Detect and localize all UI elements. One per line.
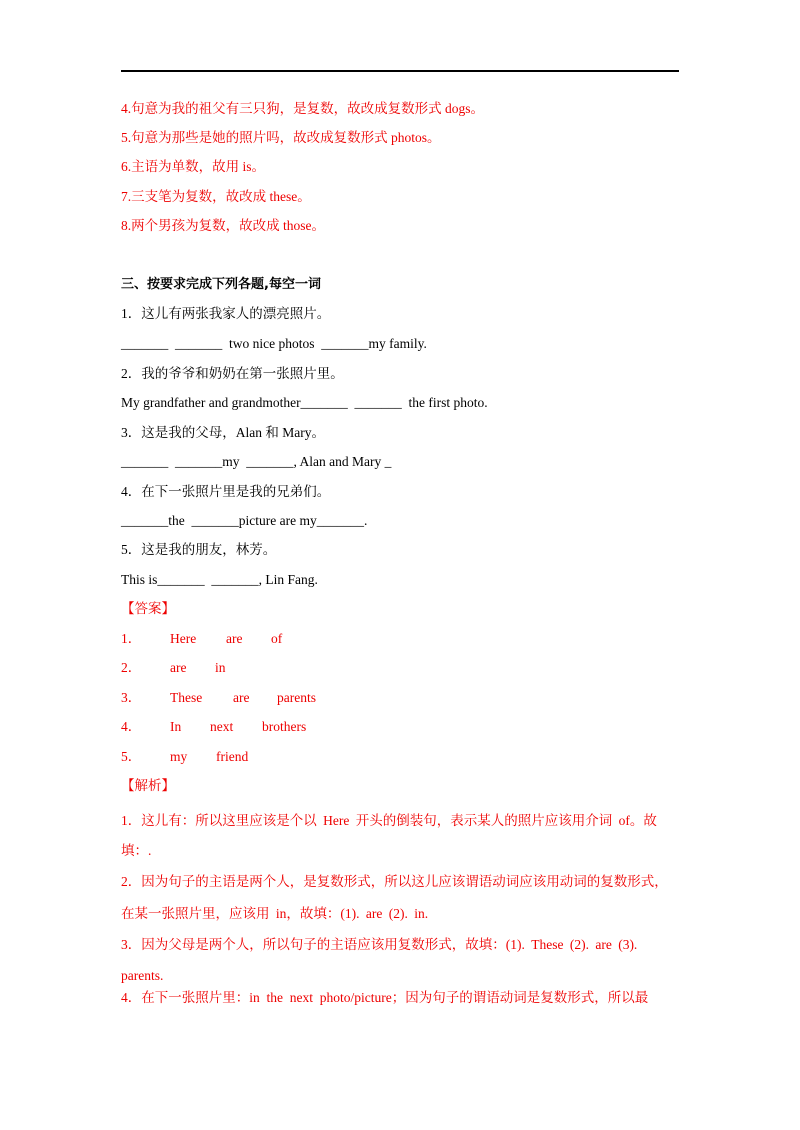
question-prompt: 5．这是我的朋友，林芳。 (121, 542, 277, 557)
answer-number: 5． (121, 749, 142, 764)
answer-word: next (210, 719, 234, 734)
question-prompt: 1．这儿有两张我家人的漂亮照片。 (121, 306, 331, 321)
question-prompt: 3．这是我的父母，Alan 和 Mary。 (121, 425, 325, 440)
answer-word: are (170, 660, 187, 675)
header-rule (121, 70, 679, 72)
answer-number: 1． (121, 631, 142, 646)
answer-word: parents (277, 690, 316, 705)
note-item: 6.主语为单数，故用 is。 (121, 159, 266, 174)
answer-word: of (271, 631, 283, 646)
answer-word: These (170, 690, 203, 705)
question-blank: _______ _______my _______, Alan and Mary _ (121, 454, 392, 469)
answer-word: In (170, 719, 182, 734)
analysis-item: 1．这儿有：所以这里应该是个以 Here 开头的倒装句，表示某人的照片应该用介词 of。故填：. (121, 813, 657, 858)
answer-word: Here (170, 631, 197, 646)
question-prompt: 2．我的爷爷和奶奶在第一张照片里。 (121, 366, 344, 381)
answer-word: in (215, 660, 226, 675)
answer-word: brothers (262, 719, 307, 734)
answer-word: are (226, 631, 243, 646)
question-blank: _______ _______ two nice photos _______my family. (121, 336, 427, 351)
note-item: 4.句意为我的祖父有三只狗，是复数，故改成复数形式 dogs。 (121, 101, 485, 116)
section-title: 三、按要求完成下列各题,每空一词 (121, 277, 321, 292)
answer-word: are (233, 690, 250, 705)
answer-number: 3． (121, 690, 142, 705)
question-blank: My grandfather and grandmother_______ _______ the first photo. (121, 395, 488, 410)
analysis-item: 3．因为父母是两个人，所以句子的主语应该用复数形式，故填：(1). These (2). are (3). parents. (121, 937, 638, 983)
note-item: 5.句意为那些是她的照片吗，故改成复数形式 photos。 (121, 130, 441, 145)
analysis-item: 4．在下一张照片里：in the next photo/picture；因为句子的谓语动词是复数形式，所以最 (121, 990, 649, 1005)
answer-number: 2． (121, 660, 142, 675)
analysis-label: 【解析】 (121, 778, 175, 793)
answer-word: friend (216, 749, 249, 764)
answer-number: 4． (121, 719, 142, 734)
note-item: 7.三支笔为复数，故改成 these。 (121, 189, 311, 204)
analysis-item: 2．因为句子的主语是两个人，是复数形式，所以这儿应该谓语动词应该用动词的复数形式，在某一张照片里，应该用 in，故填：(1). are (2). in. (121, 874, 668, 921)
question-prompt: 4．在下一张照片里是我的兄弟们。 (121, 484, 331, 499)
note-item: 8.两个男孩为复数，故改成 those。 (121, 218, 325, 233)
question-blank: _______the _______picture are my_______. (121, 513, 368, 528)
answer-label: 【答案】 (121, 601, 175, 616)
question-blank: This is_______ _______, Lin Fang. (121, 572, 318, 587)
answer-word: my (170, 749, 188, 764)
